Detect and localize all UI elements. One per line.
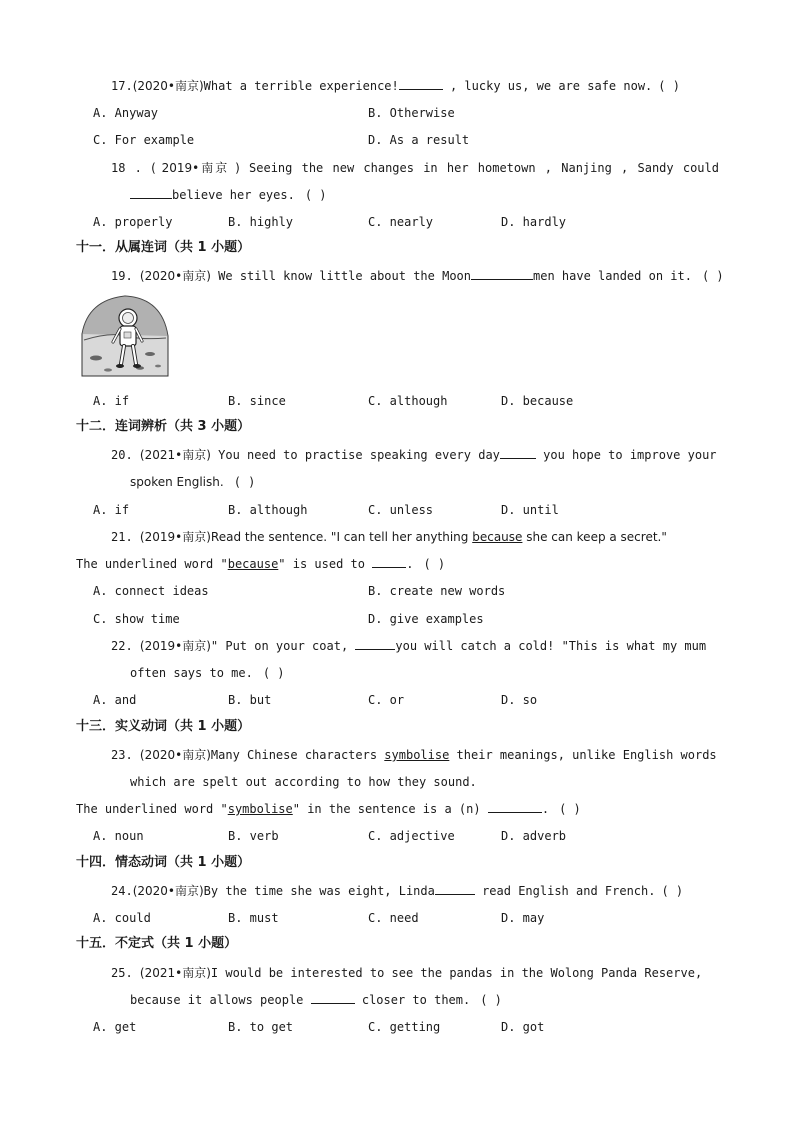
option-a: A. properly (93, 215, 173, 229)
question-18-stem: 18 . ( 2019•南京 ) Seeing the new changes in her hometown , Nanjing , Sandy could (111, 161, 719, 175)
underlined-word: symbolise (227, 802, 293, 816)
question-21-line2: The underlined word "because" is used to . ( ) (76, 557, 446, 571)
underlined-word: because (227, 557, 279, 571)
option-d: D. until (501, 503, 559, 517)
option-a: A. and (93, 693, 137, 707)
section-heading-12: 十二．连词辨析（共 3 小题） (76, 419, 251, 434)
option-c: C. or (368, 693, 405, 707)
option-a: A. could (93, 911, 151, 925)
question-18-line2: believe her eyes. ( ) (130, 187, 327, 203)
option-d: D. may (501, 911, 545, 925)
answer-blank (488, 801, 542, 813)
option-a: A. connect ideas (93, 584, 209, 598)
option-c: C. adjective (368, 829, 455, 843)
answer-blank (435, 883, 475, 895)
question-22-stem: 22. (2019•南京)" Put on your coat, you will catch a cold! "This is what my mum (111, 639, 707, 653)
option-b: B. verb (228, 829, 279, 843)
option-a: A. get (93, 1020, 137, 1034)
question-21-stem: 21. (2019•南京)Read the sentence. "I can tell her anything because she can keep a secret." (111, 530, 667, 544)
option-b: B. although (228, 503, 308, 517)
option-a: A. if (93, 503, 130, 517)
question-23-stem: 23. (2020•南京)Many Chinese characters symbolise their meanings, unlike English words (111, 748, 717, 762)
answer-blank (372, 556, 406, 568)
option-b: B. to get (228, 1020, 294, 1034)
option-b: B. highly (228, 215, 294, 229)
answer-blank (130, 187, 172, 199)
question-20-stem: 20. (2021•南京) You need to practise speaking every day you hope to improve your (111, 448, 717, 462)
section-heading-13: 十三．实义动词（共 1 小题） (76, 719, 251, 734)
option-b: B. Otherwise (368, 106, 455, 120)
underlined-word: because (472, 530, 523, 544)
section-heading-11: 十一．从属连词（共 1 小题） (76, 240, 251, 255)
question-20-line2: spoken English. ( ) (130, 475, 256, 489)
answer-blank (311, 992, 355, 1004)
option-d: D. give examples (368, 612, 484, 626)
answer-blank (355, 638, 395, 650)
question-23-line2: which are spelt out according to how they sound. (130, 775, 477, 789)
option-c: C. although (368, 394, 448, 408)
option-c: C. show time (93, 612, 180, 626)
option-d: D. so (501, 693, 538, 707)
answer-blank (471, 268, 533, 280)
question-24-stem: 24.(2020•南京)By the time she was eight, Linda read English and French. ( ) (111, 884, 684, 898)
section-heading-15: 十五．不定式（共 1 小题） (76, 936, 238, 951)
option-b: B. since (228, 394, 286, 408)
option-c: C. getting (368, 1020, 441, 1034)
option-c: C. unless (368, 503, 434, 517)
astronaut-on-moon-image (80, 292, 170, 378)
question-17-stem: 17.(2020•南京)What a terrible experience! , lucky us, we are safe now. ( ) (111, 79, 680, 93)
option-d: D. adverb (501, 829, 567, 843)
option-c: C. need (368, 911, 419, 925)
question-23-line3: The underlined word "symbolise" in the sentence is a (n) . ( ) (76, 802, 581, 816)
question-25-line2: because it allows people closer to them. ( ) (130, 993, 502, 1007)
option-a: A. noun (93, 829, 144, 843)
option-a: A. Anyway (93, 106, 159, 120)
answer-blank (500, 447, 536, 459)
question-19-stem: 19. (2020•南京) We still know little about the Moon men have landed on it. ( ) (111, 269, 724, 283)
option-c: C. For example (93, 133, 195, 147)
option-d: D. got (501, 1020, 545, 1034)
option-c: C. nearly (368, 215, 434, 229)
question-22-line2: often says to me. ( ) (130, 666, 285, 680)
option-b: B. but (228, 693, 272, 707)
question-25-stem: 25. (2021•南京)I would be interested to see the pandas in the Wolong Panda Reserve, (111, 966, 703, 980)
option-d: D. As a result (368, 133, 470, 147)
underlined-word: symbolise (384, 748, 450, 762)
option-d: D. because (501, 394, 574, 408)
option-d: D. hardly (501, 215, 567, 229)
option-a: A. if (93, 394, 130, 408)
answer-blank (399, 78, 443, 90)
section-heading-14: 十四．情态动词（共 1 小题） (76, 855, 251, 870)
option-b: B. must (228, 911, 279, 925)
option-b: B. create new words (368, 584, 506, 598)
